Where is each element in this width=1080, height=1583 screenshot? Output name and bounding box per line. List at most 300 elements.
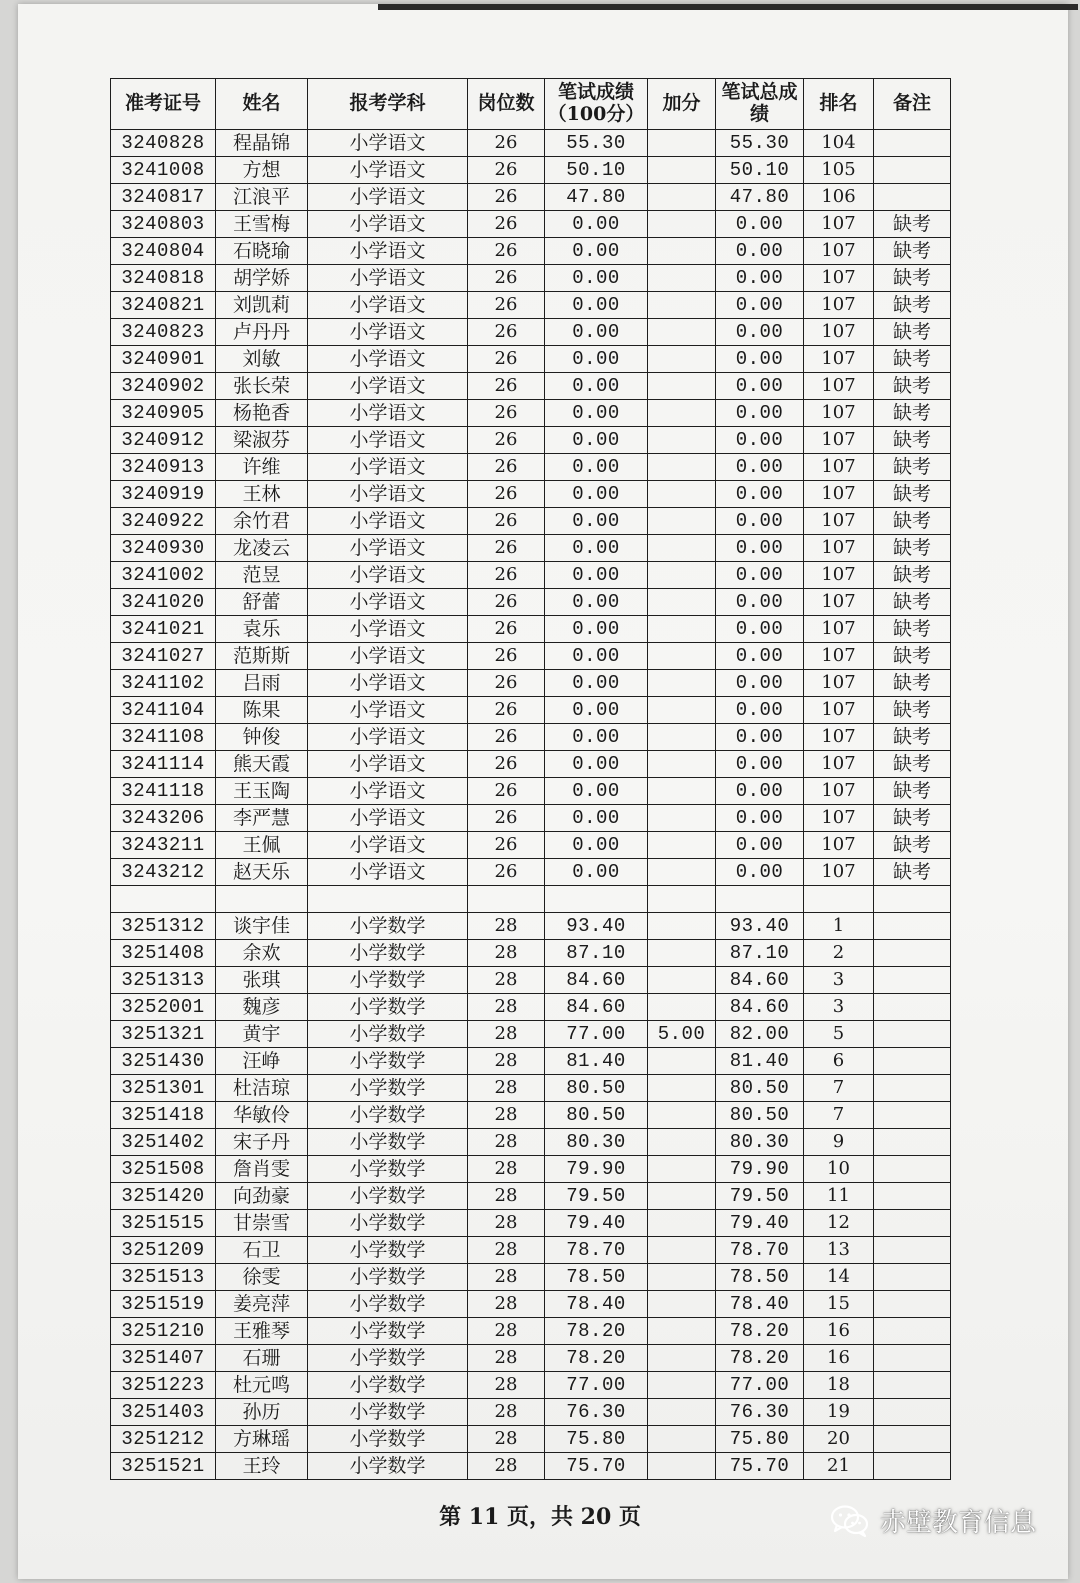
cell-remark: [874, 1102, 951, 1129]
cell-remark: [874, 940, 951, 967]
cell-written-score: 0.00: [545, 670, 648, 697]
cell-total-score: 0.00: [716, 238, 804, 265]
cell-written-score: 0.00: [545, 589, 648, 616]
cell-total-score: 0.00: [716, 454, 804, 481]
cell-positions: 26: [468, 346, 545, 373]
cell-remark: [874, 886, 951, 913]
cell-exam-id: 3251521: [111, 1453, 216, 1480]
table-body: [111, 130, 951, 1480]
cell-positions: 28: [468, 1426, 545, 1453]
cell-positions: 26: [468, 778, 545, 805]
cell-written-score: 0.00: [545, 373, 648, 400]
cell-positions: 26: [468, 670, 545, 697]
cell-bonus: [648, 1183, 716, 1210]
header-bonus: 加分: [648, 79, 716, 130]
cell-written-score: 80.30: [545, 1129, 648, 1156]
cell-rank: 107: [804, 427, 874, 454]
cell-bonus: [648, 832, 716, 859]
cell-total-score: 0.00: [716, 751, 804, 778]
cell-name: 陈果: [216, 697, 308, 724]
cell-bonus: [648, 1345, 716, 1372]
cell-subject: 小学语文: [308, 616, 468, 643]
cell-subject: 小学语文: [308, 238, 468, 265]
cell-remark: 缺考: [874, 373, 951, 400]
cell-positions: 28: [468, 1021, 545, 1048]
cell-bonus: [648, 859, 716, 886]
scan-edge-line: [378, 4, 1078, 10]
cell-total-score: 0.00: [716, 373, 804, 400]
cell-positions: 26: [468, 535, 545, 562]
cell-remark: [874, 157, 951, 184]
cell-bonus: [648, 265, 716, 292]
cell-exam-id: 3251418: [111, 1102, 216, 1129]
cell-name: 宋子丹: [216, 1129, 308, 1156]
cell-written-score: 75.70: [545, 1453, 648, 1480]
cell-total-score: 87.10: [716, 940, 804, 967]
cell-name: 程晶锦: [216, 130, 308, 157]
cell-written-score: 78.70: [545, 1237, 648, 1264]
cell-positions: 26: [468, 130, 545, 157]
cell-subject: 小学语文: [308, 724, 468, 751]
cell-exam-id: 3240828: [111, 130, 216, 157]
cell-exam-id: 3251407: [111, 1345, 216, 1372]
cell-rank: 107: [804, 751, 874, 778]
cell-name: 杜洁琼: [216, 1075, 308, 1102]
table-row: [111, 1264, 951, 1291]
cell-rank: 13: [804, 1237, 874, 1264]
cell-bonus: [648, 184, 716, 211]
cell-name: 钟俊: [216, 724, 308, 751]
cell-subject: 小学数学: [308, 940, 468, 967]
table-row: [111, 1156, 951, 1183]
cell-written-score: 0.00: [545, 859, 648, 886]
cell-subject: 小学语文: [308, 346, 468, 373]
cell-total-score: [716, 886, 804, 913]
cell-subject: 小学语文: [308, 670, 468, 697]
cell-bonus: 5.00: [648, 1021, 716, 1048]
cell-total-score: 81.40: [716, 1048, 804, 1075]
table-row: [111, 1048, 951, 1075]
cell-exam-id: 3251212: [111, 1426, 216, 1453]
cell-subject: 小学语文: [308, 184, 468, 211]
cell-subject: 小学数学: [308, 1183, 468, 1210]
cell-total-score: 55.30: [716, 130, 804, 157]
cell-bonus: [648, 481, 716, 508]
cell-written-score: 0.00: [545, 238, 648, 265]
cell-remark: 缺考: [874, 211, 951, 238]
cell-positions: 26: [468, 751, 545, 778]
cell-bonus: [648, 697, 716, 724]
table-row: [111, 400, 951, 427]
cell-remark: 缺考: [874, 589, 951, 616]
cell-name: 石卫: [216, 1237, 308, 1264]
cell-total-score: 77.00: [716, 1372, 804, 1399]
cell-rank: 106: [804, 184, 874, 211]
cell-remark: 缺考: [874, 508, 951, 535]
cell-rank: 107: [804, 724, 874, 751]
cell-remark: 缺考: [874, 238, 951, 265]
cell-exam-id: 3251508: [111, 1156, 216, 1183]
cell-exam-id: 3251513: [111, 1264, 216, 1291]
cell-positions: 28: [468, 913, 545, 940]
table-row: [111, 805, 951, 832]
cell-remark: [874, 1021, 951, 1048]
cell-bonus: [648, 130, 716, 157]
table-row: [111, 1021, 951, 1048]
cell-name: 王佩: [216, 832, 308, 859]
cell-positions: 28: [468, 1102, 545, 1129]
cell-rank: 107: [804, 697, 874, 724]
table-row: [111, 1183, 951, 1210]
cell-positions: [468, 886, 545, 913]
cell-total-score: 47.80: [716, 184, 804, 211]
cell-positions: 26: [468, 481, 545, 508]
cell-exam-id: 3241008: [111, 157, 216, 184]
table-row: [111, 1075, 951, 1102]
table-row: [111, 697, 951, 724]
cell-rank: 107: [804, 589, 874, 616]
cell-bonus: [648, 886, 716, 913]
cell-positions: 28: [468, 1129, 545, 1156]
cell-rank: 2: [804, 940, 874, 967]
cell-subject: 小学数学: [308, 1210, 468, 1237]
cell-subject: 小学语文: [308, 859, 468, 886]
cell-subject: 小学数学: [308, 1291, 468, 1318]
table-row: [111, 562, 951, 589]
cell-positions: 26: [468, 859, 545, 886]
cell-rank: 105: [804, 157, 874, 184]
cell-positions: 26: [468, 697, 545, 724]
cell-written-score: 79.90: [545, 1156, 648, 1183]
cell-rank: 19: [804, 1399, 874, 1426]
cell-positions: 28: [468, 1453, 545, 1480]
cell-subject: 小学数学: [308, 1156, 468, 1183]
cell-total-score: 84.60: [716, 994, 804, 1021]
cell-written-score: 79.40: [545, 1210, 648, 1237]
table-row: [111, 1210, 951, 1237]
cell-rank: 1: [804, 913, 874, 940]
cell-rank: 107: [804, 265, 874, 292]
table-row: [111, 508, 951, 535]
cell-written-score: 47.80: [545, 184, 648, 211]
table-row: [111, 994, 951, 1021]
cell-subject: 小学语文: [308, 481, 468, 508]
cell-exam-id: 3251402: [111, 1129, 216, 1156]
header-rank: 排名: [804, 79, 874, 130]
table-row: [111, 1345, 951, 1372]
table-row: [111, 454, 951, 481]
table-row: [111, 940, 951, 967]
cell-subject: 小学数学: [308, 1426, 468, 1453]
cell-positions: 28: [468, 1156, 545, 1183]
cell-total-score: 75.80: [716, 1426, 804, 1453]
cell-positions: 28: [468, 1237, 545, 1264]
cell-subject: 小学语文: [308, 130, 468, 157]
cell-remark: 缺考: [874, 481, 951, 508]
cell-written-score: 78.20: [545, 1345, 648, 1372]
cell-rank: 107: [804, 211, 874, 238]
table-spacer-row: [111, 886, 951, 913]
cell-rank: 5: [804, 1021, 874, 1048]
cell-exam-id: 3240901: [111, 346, 216, 373]
table-row: [111, 859, 951, 886]
cell-total-score: 0.00: [716, 832, 804, 859]
table-row: [111, 427, 951, 454]
table-row: [111, 724, 951, 751]
cell-name: [216, 886, 308, 913]
table-row: [111, 1399, 951, 1426]
cell-name: 张长荣: [216, 373, 308, 400]
cell-exam-id: 3252001: [111, 994, 216, 1021]
cell-exam-id: 3241002: [111, 562, 216, 589]
cell-written-score: 0.00: [545, 427, 648, 454]
cell-name: 甘崇雪: [216, 1210, 308, 1237]
cell-total-score: 78.20: [716, 1318, 804, 1345]
cell-exam-id: 3251312: [111, 913, 216, 940]
table-row: [111, 535, 951, 562]
cell-rank: 7: [804, 1075, 874, 1102]
cell-written-score: 75.80: [545, 1426, 648, 1453]
cell-remark: [874, 1291, 951, 1318]
cell-total-score: 78.40: [716, 1291, 804, 1318]
cell-remark: [874, 1156, 951, 1183]
cell-name: 王玉陶: [216, 778, 308, 805]
cell-positions: 28: [468, 1291, 545, 1318]
cell-name: 李严慧: [216, 805, 308, 832]
cell-total-score: 0.00: [716, 211, 804, 238]
cell-remark: [874, 913, 951, 940]
cell-positions: 26: [468, 373, 545, 400]
cell-remark: [874, 1048, 951, 1075]
cell-rank: 107: [804, 535, 874, 562]
cell-rank: 7: [804, 1102, 874, 1129]
cell-positions: 28: [468, 1183, 545, 1210]
cell-remark: 缺考: [874, 319, 951, 346]
cell-name: 石晓瑜: [216, 238, 308, 265]
cell-positions: 26: [468, 616, 545, 643]
cell-remark: [874, 1237, 951, 1264]
cell-written-score: 77.00: [545, 1372, 648, 1399]
cell-subject: 小学数学: [308, 1129, 468, 1156]
cell-positions: 26: [468, 319, 545, 346]
cell-bonus: [648, 1156, 716, 1183]
header-subject: 报考学科: [308, 79, 468, 130]
cell-written-score: 78.40: [545, 1291, 648, 1318]
cell-bonus: [648, 211, 716, 238]
cell-bonus: [648, 1237, 716, 1264]
cell-exam-id: 3240919: [111, 481, 216, 508]
cell-name: 范斯斯: [216, 643, 308, 670]
cell-name: 舒蕾: [216, 589, 308, 616]
cell-total-score: 78.50: [716, 1264, 804, 1291]
cell-bonus: [648, 454, 716, 481]
cell-remark: 缺考: [874, 265, 951, 292]
cell-subject: 小学语文: [308, 292, 468, 319]
cell-subject: 小学语文: [308, 832, 468, 859]
cell-positions: 26: [468, 157, 545, 184]
cell-positions: 28: [468, 1210, 545, 1237]
cell-rank: 11: [804, 1183, 874, 1210]
cell-name: 江浪平: [216, 184, 308, 211]
cell-written-score: 81.40: [545, 1048, 648, 1075]
cell-total-score: 0.00: [716, 616, 804, 643]
cell-positions: 28: [468, 1372, 545, 1399]
cell-rank: 3: [804, 967, 874, 994]
cell-name: 余竹君: [216, 508, 308, 535]
cell-name: 徐雯: [216, 1264, 308, 1291]
cell-exam-id: 3241020: [111, 589, 216, 616]
cell-subject: 小学语文: [308, 211, 468, 238]
cell-positions: 28: [468, 1345, 545, 1372]
cell-exam-id: 3241102: [111, 670, 216, 697]
cell-rank: 3: [804, 994, 874, 1021]
cell-name: 谈宇佳: [216, 913, 308, 940]
cell-written-score: 84.60: [545, 994, 648, 1021]
cell-written-score: 0.00: [545, 643, 648, 670]
cell-subject: 小学语文: [308, 751, 468, 778]
cell-written-score: 80.50: [545, 1102, 648, 1129]
cell-exam-id: 3241027: [111, 643, 216, 670]
cell-rank: 107: [804, 454, 874, 481]
cell-subject: 小学数学: [308, 967, 468, 994]
cell-name: 孙历: [216, 1399, 308, 1426]
cell-name: 刘凯莉: [216, 292, 308, 319]
cell-written-score: 0.00: [545, 832, 648, 859]
cell-remark: 缺考: [874, 535, 951, 562]
cell-written-score: 0.00: [545, 265, 648, 292]
cell-rank: 107: [804, 373, 874, 400]
cell-exam-id: 3251223: [111, 1372, 216, 1399]
cell-bonus: [648, 508, 716, 535]
cell-written-score: 0.00: [545, 562, 648, 589]
cell-written-score: 55.30: [545, 130, 648, 157]
cell-total-score: 0.00: [716, 805, 804, 832]
table-row: [111, 184, 951, 211]
cell-subject: 小学数学: [308, 913, 468, 940]
cell-remark: [874, 994, 951, 1021]
cell-total-score: 79.90: [716, 1156, 804, 1183]
table-row: [111, 373, 951, 400]
cell-subject: 小学数学: [308, 1372, 468, 1399]
cell-rank: 107: [804, 778, 874, 805]
cell-written-score: 77.00: [545, 1021, 648, 1048]
cell-bonus: [648, 967, 716, 994]
cell-remark: 缺考: [874, 832, 951, 859]
cell-subject: 小学语文: [308, 454, 468, 481]
table-row: [111, 1102, 951, 1129]
cell-subject: 小学语文: [308, 319, 468, 346]
cell-subject: 小学语文: [308, 400, 468, 427]
cell-remark: [874, 967, 951, 994]
cell-bonus: [648, 643, 716, 670]
cell-bonus: [648, 157, 716, 184]
table-row: [111, 211, 951, 238]
cell-exam-id: 3251403: [111, 1399, 216, 1426]
cell-rank: 20: [804, 1426, 874, 1453]
table-row: [111, 751, 951, 778]
table-row: [111, 913, 951, 940]
cell-rank: 107: [804, 859, 874, 886]
cell-exam-id: 3251515: [111, 1210, 216, 1237]
cell-remark: [874, 1210, 951, 1237]
cell-remark: [874, 184, 951, 211]
cell-bonus: [648, 778, 716, 805]
cell-positions: 26: [468, 724, 545, 751]
cell-total-score: 0.00: [716, 427, 804, 454]
cell-rank: 107: [804, 319, 874, 346]
table-row: [111, 670, 951, 697]
cell-positions: 28: [468, 1264, 545, 1291]
cell-rank: 107: [804, 292, 874, 319]
cell-remark: [874, 1426, 951, 1453]
cell-subject: 小学语文: [308, 373, 468, 400]
cell-remark: 缺考: [874, 616, 951, 643]
cell-exam-id: 3243212: [111, 859, 216, 886]
cell-rank: 16: [804, 1345, 874, 1372]
table-row: [111, 832, 951, 859]
cell-written-score: 50.10: [545, 157, 648, 184]
cell-positions: 26: [468, 643, 545, 670]
cell-written-score: 84.60: [545, 967, 648, 994]
cell-name: 汪峥: [216, 1048, 308, 1075]
table-row: [111, 346, 951, 373]
cell-rank: 107: [804, 643, 874, 670]
cell-rank: 6: [804, 1048, 874, 1075]
cell-name: 华敏伶: [216, 1102, 308, 1129]
cell-positions: 26: [468, 805, 545, 832]
cell-name: 王林: [216, 481, 308, 508]
cell-written-score: 76.30: [545, 1399, 648, 1426]
cell-rank: 16: [804, 1318, 874, 1345]
table-row: [111, 481, 951, 508]
cell-name: 许维: [216, 454, 308, 481]
cell-bonus: [648, 1048, 716, 1075]
cell-rank: 9: [804, 1129, 874, 1156]
cell-positions: 26: [468, 508, 545, 535]
cell-name: 向劲豪: [216, 1183, 308, 1210]
cell-subject: 小学数学: [308, 1399, 468, 1426]
cell-exam-id: 3240817: [111, 184, 216, 211]
cell-total-score: 0.00: [716, 400, 804, 427]
cell-name: 姜亮萍: [216, 1291, 308, 1318]
cell-exam-id: 3251420: [111, 1183, 216, 1210]
cell-remark: 缺考: [874, 427, 951, 454]
table-row: [111, 1129, 951, 1156]
header-positions: 岗位数: [468, 79, 545, 130]
cell-written-score: 93.40: [545, 913, 648, 940]
cell-remark: 缺考: [874, 292, 951, 319]
cell-positions: 28: [468, 1048, 545, 1075]
cell-positions: 26: [468, 184, 545, 211]
table-row: [111, 1291, 951, 1318]
cell-subject: 小学数学: [308, 1345, 468, 1372]
cell-name: 余欢: [216, 940, 308, 967]
cell-remark: 缺考: [874, 400, 951, 427]
cell-rank: 12: [804, 1210, 874, 1237]
cell-rank: 107: [804, 670, 874, 697]
cell-bonus: [648, 1075, 716, 1102]
cell-subject: 小学语文: [308, 427, 468, 454]
table-row: [111, 238, 951, 265]
table-row: [111, 967, 951, 994]
cell-total-score: 0.00: [716, 346, 804, 373]
cell-rank: 104: [804, 130, 874, 157]
cell-subject: 小学数学: [308, 1048, 468, 1075]
cell-remark: 缺考: [874, 778, 951, 805]
cell-name: 黄宇: [216, 1021, 308, 1048]
header-total-score: 笔试总成绩: [716, 79, 804, 130]
cell-rank: 18: [804, 1372, 874, 1399]
